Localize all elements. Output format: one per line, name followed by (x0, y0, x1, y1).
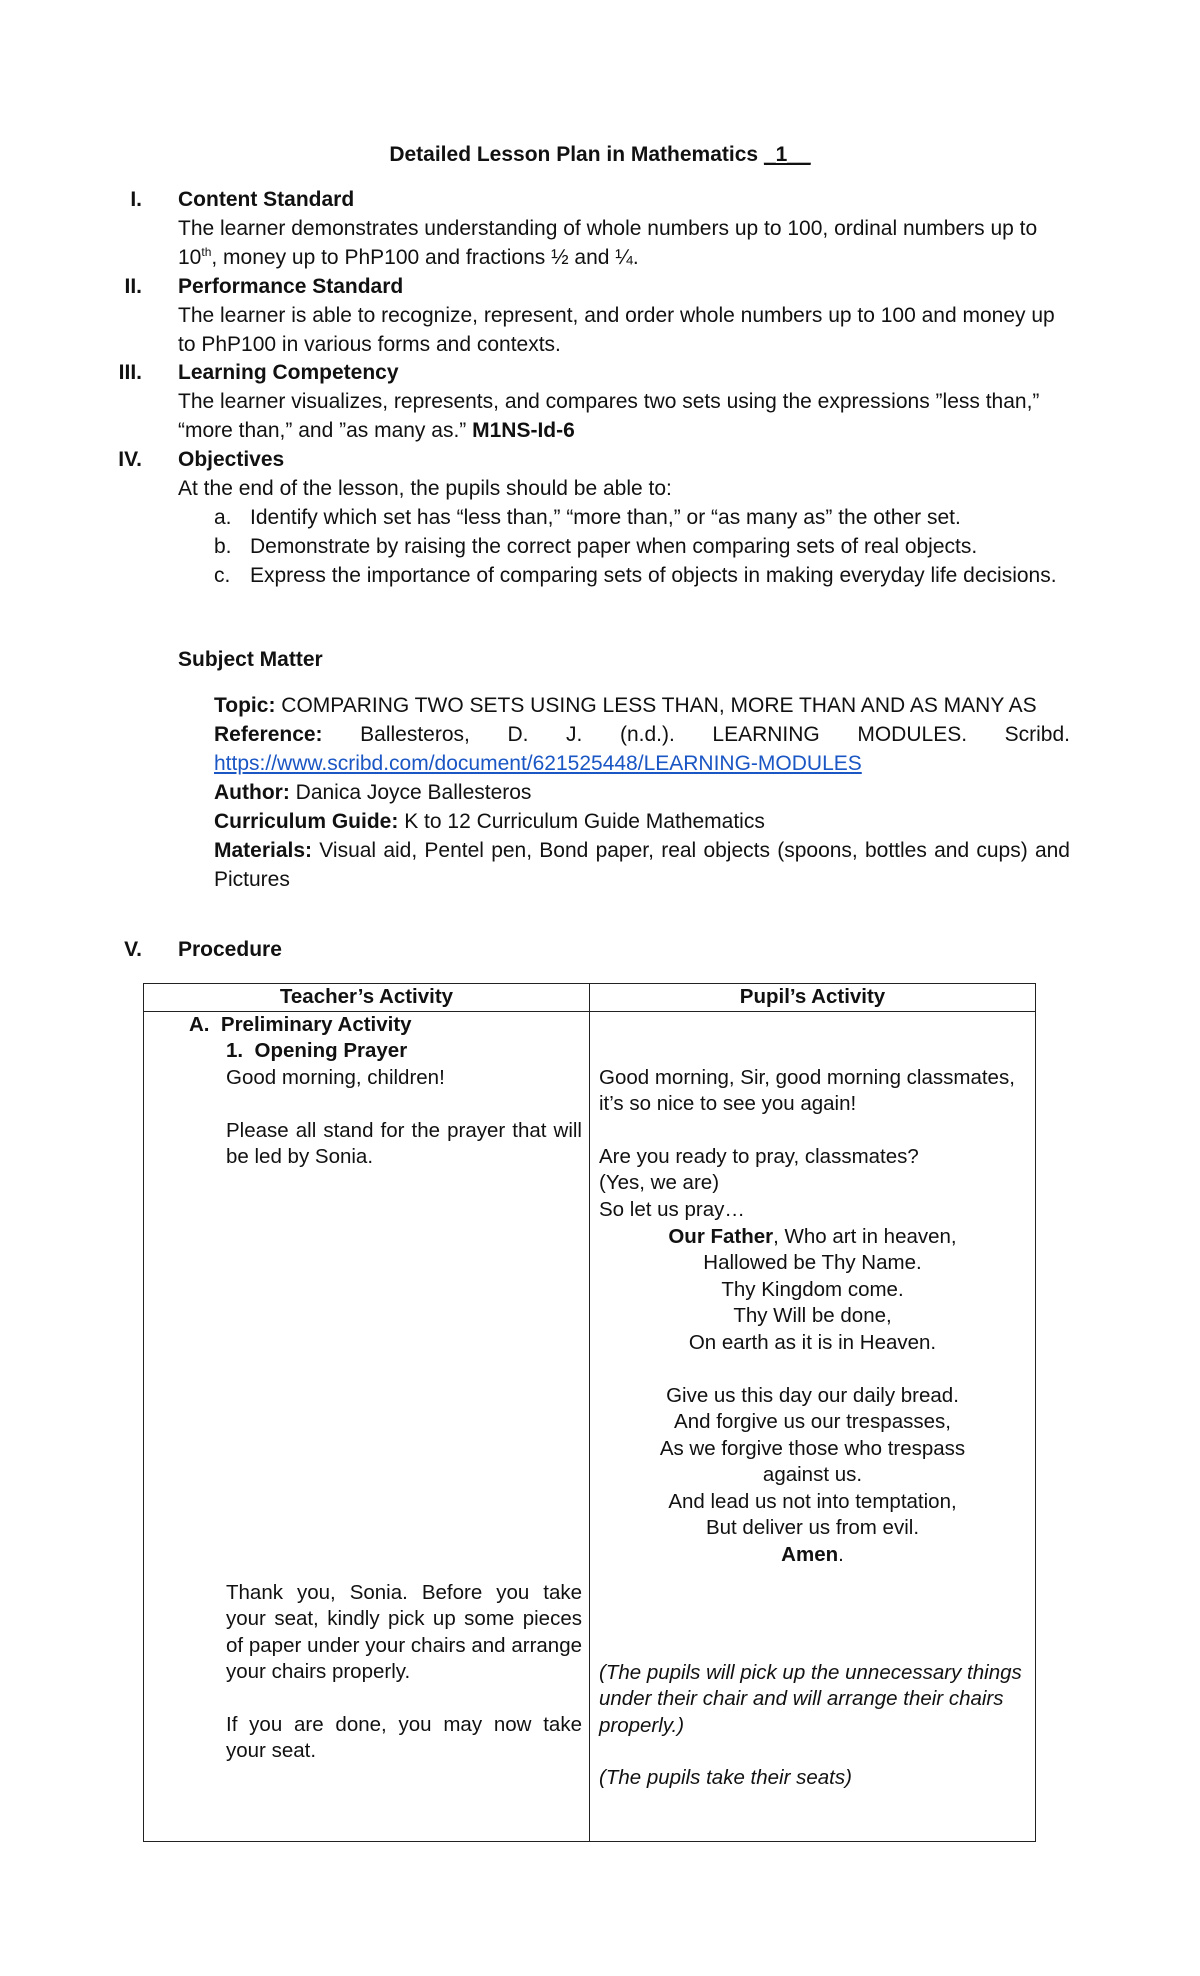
prayer-line: Hallowed be Thy Name. (703, 1251, 922, 1274)
subject-matter-details (214, 691, 1070, 894)
objectives-intro: At the end of the lesson, the pupils should be able to: (178, 477, 672, 500)
objectives-list (214, 503, 1058, 590)
prayer-text (590, 1224, 1035, 1569)
author-label: Author: (214, 781, 290, 804)
materials-value: Visual aid, Pentel pen, Bond paper, real objects (spoons, bottles and cups) and Pictures (214, 839, 1070, 891)
section-numeral: IV. (118, 448, 142, 471)
pupil-greeting: Good morning, Sir, good morning classmates, it’s so nice to see you again! (599, 1065, 1015, 1115)
section-heading: Learning Competency (178, 361, 399, 384)
section-heading: Objectives (178, 448, 285, 471)
teacher-greeting: Good morning, children! (226, 1065, 445, 1089)
curriculum-label: Curriculum Guide: (214, 810, 399, 833)
pupil-pickup-response: (The pupils will pick up the unnecessary things under their chair and will arrange their chairs properly.) (599, 1660, 1022, 1737)
objective-letter: c. (214, 564, 231, 587)
teacher-column-header: Teacher’s Activity (144, 984, 590, 1012)
objective-text: Identify which set has “less than,” “more than,” or “as many as” the other set. (250, 506, 961, 529)
document-title (0, 143, 1200, 167)
competency-code: M1NS-Id-6 (472, 419, 575, 442)
prayer-line: Give us this day our daily bread. (666, 1383, 959, 1407)
reference-value: Ballesteros, D. J. (n.d.). LEARNING MODULES. Scribd. (360, 723, 1070, 746)
prayer-line: As we forgive those who trespass (659, 1436, 966, 1460)
author-value: Danica Joyce Ballesteros (295, 781, 532, 804)
teacher-seat-instruction: If you are done, you may now take your seat. (226, 1712, 582, 1762)
objective-item (214, 532, 1058, 561)
teacher-thanks: Thank you, Sonia. Before you take your seat, kindly pick up some pieces of paper under your chairs and arrange your chairs properly. (226, 1580, 582, 1683)
prayer-line: On earth as it is in Heaven. (688, 1330, 937, 1354)
prayer-line: Thy Kingdom come. (721, 1277, 904, 1301)
preliminary-activity-heading (189, 1012, 412, 1039)
section-body (178, 214, 1058, 272)
prayer-line: And forgive us our trespasses, (674, 1410, 951, 1433)
prayer-line: But deliver us from evil. (705, 1516, 920, 1539)
section-heading: Content Standard (178, 188, 355, 211)
pupil-lets-pray-line: So let us pray… (599, 1197, 745, 1221)
topic-value: COMPARING TWO SETS USING LESS THAN, MORE THAN AND AS MANY AS (281, 694, 1037, 717)
section-numeral: III. (118, 361, 142, 384)
section-letter: A. (189, 1012, 210, 1036)
sub-number: 1. (226, 1038, 244, 1062)
prayer-line: against us. (762, 1463, 863, 1486)
objective-letter: a. (214, 506, 232, 529)
prayer-line (590, 1224, 1035, 1251)
section-body: The learner is able to recognize, represent, and order whole numbers up to 100 and money up to PhP100 in various forms and contexts. (178, 304, 1055, 356)
objective-text: Demonstrate by raising the correct paper when comparing sets of real objects. (250, 535, 978, 558)
teacher-prayer-call: Please all stand for the prayer that will be led by Sonia. (226, 1118, 582, 1168)
materials-row (214, 836, 1070, 894)
subject-matter-heading: Subject Matter (178, 648, 323, 671)
procedure-numeral: V. (124, 938, 142, 961)
reference-row (214, 720, 1070, 749)
prayer-amen-line: Amen. (781, 1542, 844, 1566)
opening-prayer-heading (226, 1038, 407, 1065)
pupil-column-header: Pupil’s Activity (590, 984, 1036, 1012)
objective-text: Express the importance of comparing sets of objects in making everyday life decisions. (250, 564, 1057, 587)
topic-label: Topic: (214, 694, 276, 717)
curriculum-row (214, 807, 1070, 836)
section-body-text: The learner visualizes, represents, and compares two sets using the expressions ”less than,” “more than,” and ”as many as.” (178, 390, 1040, 442)
topic-row (214, 691, 1070, 720)
prayer-bold-start: Our Father (668, 1224, 774, 1248)
procedure-table (143, 983, 1036, 1842)
pupil-take-seats-response: (The pupils take their seats) (599, 1765, 852, 1789)
prayer-line: And lead us not into temptation, (668, 1489, 957, 1513)
materials-label: Materials: (214, 839, 313, 862)
pupil-ready-line: Are you ready to pray, classmates? (599, 1144, 919, 1168)
section-title: Preliminary Activity (220, 1012, 412, 1036)
prayer-line: Thy Will be done, (733, 1304, 892, 1327)
pupil-prayer-intro (599, 1144, 1029, 1224)
table-header-row (144, 984, 1036, 1012)
prayer-amen: Amen (781, 1542, 839, 1566)
objective-letter: b. (214, 535, 232, 558)
curriculum-value: K to 12 Curriculum Guide Mathematics (404, 810, 765, 833)
section-body (178, 387, 1058, 445)
section-heading: Performance Standard (178, 275, 404, 298)
table-body-row (144, 1011, 1036, 1842)
objective-item (214, 561, 1058, 590)
sub-title: Opening Prayer (254, 1038, 408, 1062)
reference-link-row (214, 749, 1070, 778)
reference-link[interactable]: https://www.scribd.com/document/621525448/LEARNING-MODULES (214, 752, 862, 775)
procedure-heading: Procedure (178, 938, 282, 961)
teacher-activity-cell (144, 1011, 590, 1842)
section-body-text: , money up to PhP100 and fractions ½ and ¼. (211, 246, 639, 269)
author-row (214, 778, 1070, 807)
section-body-text: The learner demonstrates understanding of whole numbers up to 100, ordinal numbers up to 10 (178, 217, 1038, 269)
section-numeral: II. (124, 275, 142, 298)
pupil-activity-cell (590, 1011, 1036, 1842)
section-numeral: I. (130, 188, 142, 211)
superscript-th: th (201, 245, 212, 259)
title-grade: _1__ (763, 143, 811, 166)
objective-item (214, 503, 1058, 532)
pupil-reply-line: (Yes, we are) (599, 1171, 720, 1194)
prayer-line-rest: , Who art in heaven, (773, 1224, 957, 1248)
prayer-stanza-gap (590, 1356, 1035, 1383)
title-text: Detailed Lesson Plan in Mathematics (389, 143, 759, 166)
reference-label: Reference: (214, 723, 323, 746)
